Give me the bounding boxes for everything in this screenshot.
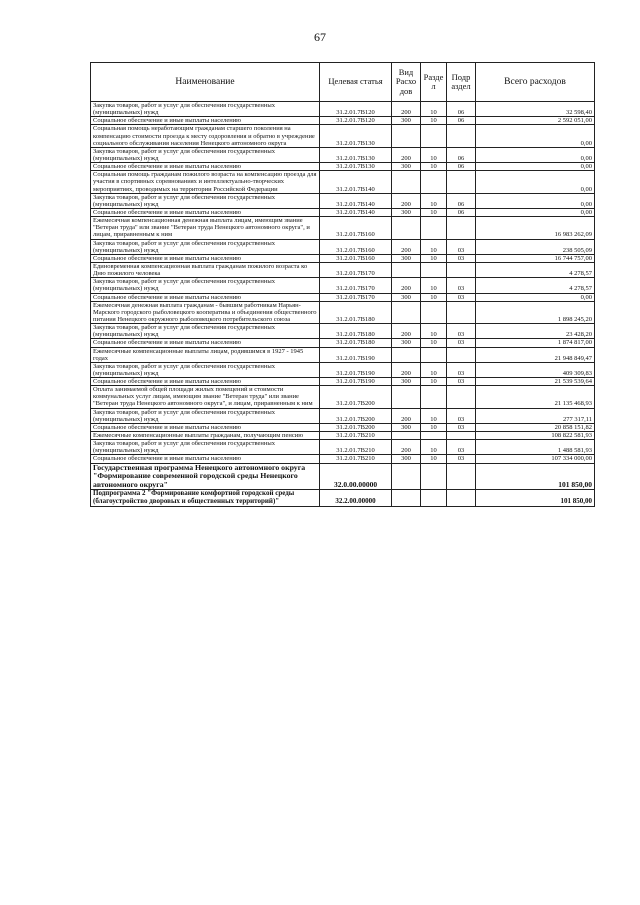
cell-total: 0,00 bbox=[476, 193, 595, 208]
cell-subsection: 03 bbox=[447, 362, 476, 377]
cell-type: 300 bbox=[392, 293, 421, 301]
cell-section: 10 bbox=[421, 254, 447, 262]
table-row bbox=[91, 147, 595, 162]
cell-code: 31.2.01.7В190 bbox=[320, 347, 392, 362]
table-row bbox=[91, 125, 595, 147]
table-row bbox=[91, 293, 595, 301]
cell-type: 300 bbox=[392, 339, 421, 347]
cell-name: Закупка товаров, работ и услуг для обеспечения государственных (муниципальных) нужд bbox=[91, 362, 320, 377]
cell-subsection bbox=[447, 262, 476, 277]
cell-name: Закупка товаров, работ и услуг для обеспечения государственных (муниципальных) нужд bbox=[91, 102, 320, 117]
table-row bbox=[91, 432, 595, 440]
table-row bbox=[91, 239, 595, 254]
cell-code: 31.2.01.7В210 bbox=[320, 440, 392, 455]
cell-code: 31.2.01.7В120 bbox=[320, 102, 392, 117]
cell-section bbox=[421, 125, 447, 147]
cell-type bbox=[392, 463, 421, 490]
cell-type: 200 bbox=[392, 408, 421, 423]
cell-total: 0,00 bbox=[476, 163, 595, 171]
cell-subsection bbox=[447, 490, 476, 506]
header-type: Вид Расхо дов bbox=[392, 63, 421, 102]
cell-subsection: 03 bbox=[447, 239, 476, 254]
cell-subsection: 03 bbox=[447, 254, 476, 262]
cell-subsection: 06 bbox=[447, 147, 476, 162]
cell-subsection: 06 bbox=[447, 102, 476, 117]
cell-type: 200 bbox=[392, 362, 421, 377]
table-row bbox=[91, 102, 595, 117]
cell-subsection: 06 bbox=[447, 208, 476, 216]
cell-total: 0,00 bbox=[476, 208, 595, 216]
cell-type bbox=[392, 386, 421, 408]
cell-code: 31.2.01.7В190 bbox=[320, 378, 392, 386]
cell-type bbox=[392, 125, 421, 147]
cell-name: Социальное обеспечение и иные выплаты населению bbox=[91, 378, 320, 386]
cell-subsection: 03 bbox=[447, 278, 476, 293]
cell-code: 32.0.00.00000 bbox=[320, 463, 392, 490]
cell-type: 300 bbox=[392, 208, 421, 216]
cell-type: 300 bbox=[392, 378, 421, 386]
cell-section: 10 bbox=[421, 163, 447, 171]
cell-section: 10 bbox=[421, 440, 447, 455]
cell-type bbox=[392, 490, 421, 506]
cell-name: Социальная помощь гражданам пожилого возраста на компенсацию проезда для участия в спортивных соревнованиях и интеллектуально-творческих мероприятиях, проводимых на территории Российской Федерации bbox=[91, 171, 320, 193]
cell-section: 10 bbox=[421, 147, 447, 162]
cell-section: 10 bbox=[421, 362, 447, 377]
cell-type bbox=[392, 171, 421, 193]
table-row bbox=[91, 440, 595, 455]
header-code: Целевая статья bbox=[320, 63, 392, 102]
cell-code: 31.2.01.7В180 bbox=[320, 301, 392, 323]
table-row bbox=[91, 347, 595, 362]
cell-name: Социальное обеспечение и иные выплаты населению bbox=[91, 423, 320, 431]
cell-subsection: 03 bbox=[447, 339, 476, 347]
table-row bbox=[91, 254, 595, 262]
cell-subsection: 06 bbox=[447, 193, 476, 208]
cell-type bbox=[392, 347, 421, 362]
cell-type: 200 bbox=[392, 239, 421, 254]
cell-total: 1 874 817,00 bbox=[476, 339, 595, 347]
cell-section: 10 bbox=[421, 455, 447, 463]
cell-section: 10 bbox=[421, 339, 447, 347]
cell-name: Закупка товаров, работ и услуг для обеспечения государственных (муниципальных) нужд bbox=[91, 440, 320, 455]
cell-name: Социальное обеспечение и иные выплаты населению bbox=[91, 254, 320, 262]
cell-subsection bbox=[447, 171, 476, 193]
cell-type: 300 bbox=[392, 254, 421, 262]
cell-total: 4 278,57 bbox=[476, 262, 595, 277]
cell-section bbox=[421, 432, 447, 440]
cell-total: 32 598,40 bbox=[476, 102, 595, 117]
cell-subsection bbox=[447, 347, 476, 362]
cell-section: 10 bbox=[421, 378, 447, 386]
cell-subsection: 03 bbox=[447, 378, 476, 386]
cell-type: 200 bbox=[392, 440, 421, 455]
table-row bbox=[91, 408, 595, 423]
cell-name: Закупка товаров, работ и услуг для обеспечения государственных (муниципальных) нужд bbox=[91, 278, 320, 293]
cell-section: 10 bbox=[421, 408, 447, 423]
cell-total: 107 334 000,00 bbox=[476, 455, 595, 463]
cell-subsection bbox=[447, 463, 476, 490]
table-row bbox=[91, 117, 595, 125]
table-row bbox=[91, 301, 595, 323]
cell-subsection bbox=[447, 301, 476, 323]
cell-total: 21 135 468,93 bbox=[476, 386, 595, 408]
cell-type: 200 bbox=[392, 147, 421, 162]
table-row bbox=[91, 278, 595, 293]
cell-section bbox=[421, 347, 447, 362]
cell-name: Социальная помощь неработающим гражданам старшего поколения на компенсацию стоимости проезда к месту оздоровления и обратно в учреждение социального обслуживания населения Ненецкого автономного округа bbox=[91, 125, 320, 147]
cell-code: 31.2.01.7В170 bbox=[320, 293, 392, 301]
table-row bbox=[91, 217, 595, 239]
cell-section: 10 bbox=[421, 423, 447, 431]
table-row bbox=[91, 378, 595, 386]
cell-code: 31.2.01.7В170 bbox=[320, 262, 392, 277]
cell-name: Подпрограмма 2 "Формирование комфортной городской среды (благоустройство дворовых и общественных территорий)" bbox=[91, 490, 320, 506]
cell-type bbox=[392, 262, 421, 277]
cell-section: 10 bbox=[421, 239, 447, 254]
table-row bbox=[91, 193, 595, 208]
cell-name: Ежемесячные компенсационные выплаты гражданам, получающим пенсию bbox=[91, 432, 320, 440]
cell-total: 101 850,00 bbox=[476, 463, 595, 490]
cell-type: 300 bbox=[392, 455, 421, 463]
budget-table bbox=[90, 62, 595, 507]
cell-code: 31.2.01.7В210 bbox=[320, 455, 392, 463]
cell-name: Закупка товаров, работ и услуг для обеспечения государственных (муниципальных) нужд bbox=[91, 147, 320, 162]
cell-total: 0,00 bbox=[476, 147, 595, 162]
cell-section: 10 bbox=[421, 193, 447, 208]
header-subsection: Подр аздел bbox=[447, 63, 476, 102]
cell-subsection bbox=[447, 386, 476, 408]
cell-subsection: 06 bbox=[447, 117, 476, 125]
cell-code: 31.2.01.7В180 bbox=[320, 324, 392, 339]
header-total: Всего расходов bbox=[476, 63, 595, 102]
cell-name: Закупка товаров, работ и услуг для обеспечения государственных (муниципальных) нужд bbox=[91, 324, 320, 339]
cell-section: 10 bbox=[421, 208, 447, 216]
table-row bbox=[91, 386, 595, 408]
table-row bbox=[91, 171, 595, 193]
cell-code: 31.2.01.7В130 bbox=[320, 163, 392, 171]
cell-type: 200 bbox=[392, 278, 421, 293]
cell-total: 277 317,11 bbox=[476, 408, 595, 423]
cell-code: 31.2.01.7В140 bbox=[320, 171, 392, 193]
cell-code: 31.2.01.7В180 bbox=[320, 339, 392, 347]
cell-section bbox=[421, 262, 447, 277]
cell-name: Государственная программа Ненецкого автономного округа "Формирование современной городской среды Ненецкого автономного округа" bbox=[91, 463, 320, 490]
cell-section bbox=[421, 463, 447, 490]
cell-section: 10 bbox=[421, 102, 447, 117]
cell-subsection: 03 bbox=[447, 293, 476, 301]
cell-type: 300 bbox=[392, 163, 421, 171]
table-row bbox=[91, 423, 595, 431]
cell-code: 31.2.01.7В200 bbox=[320, 423, 392, 431]
cell-subsection bbox=[447, 432, 476, 440]
cell-code: 31.2.01.7В160 bbox=[320, 239, 392, 254]
cell-subsection bbox=[447, 125, 476, 147]
cell-type: 300 bbox=[392, 423, 421, 431]
cell-subsection: 06 bbox=[447, 163, 476, 171]
cell-name: Единовременная компенсационная выплата гражданам пожилого возраста ко Дню пожилого человека bbox=[91, 262, 320, 277]
table-header-row bbox=[91, 63, 595, 102]
page-number: 67 bbox=[314, 30, 326, 44]
cell-name: Ежемесячная компенсационная денежная выплата лицам, имеющим звание "Ветеран труда" или звание "Ветеран труда Ненецкого автономного округа", и лицам, приравненным к ним bbox=[91, 217, 320, 239]
cell-total: 108 822 581,93 bbox=[476, 432, 595, 440]
cell-type: 200 bbox=[392, 102, 421, 117]
header-name: Наименование bbox=[91, 63, 320, 102]
cell-total: 23 428,20 bbox=[476, 324, 595, 339]
cell-total: 1 488 581,93 bbox=[476, 440, 595, 455]
cell-total: 20 858 151,82 bbox=[476, 423, 595, 431]
cell-section bbox=[421, 386, 447, 408]
table-row bbox=[91, 455, 595, 463]
cell-code: 31.2.01.7В160 bbox=[320, 254, 392, 262]
cell-subsection: 03 bbox=[447, 440, 476, 455]
cell-section bbox=[421, 490, 447, 506]
cell-total: 16 744 757,00 bbox=[476, 254, 595, 262]
cell-total: 21 948 849,47 bbox=[476, 347, 595, 362]
cell-type: 200 bbox=[392, 193, 421, 208]
cell-total: 0,00 bbox=[476, 293, 595, 301]
cell-code: 31.2.01.7В210 bbox=[320, 432, 392, 440]
cell-name: Закупка товаров, работ и услуг для обеспечения государственных (муниципальных) нужд bbox=[91, 239, 320, 254]
cell-total: 409 309,83 bbox=[476, 362, 595, 377]
cell-total: 2 592 051,00 bbox=[476, 117, 595, 125]
cell-name: Социальное обеспечение и иные выплаты населению bbox=[91, 293, 320, 301]
cell-section bbox=[421, 171, 447, 193]
cell-section: 10 bbox=[421, 117, 447, 125]
cell-name: Социальное обеспечение и иные выплаты населению bbox=[91, 117, 320, 125]
cell-name: Закупка товаров, работ и услуг для обеспечения государственных (муниципальных) нужд bbox=[91, 193, 320, 208]
cell-name: Ежемесячные компенсационные выплаты лицам, родившимся в 1927 - 1945 годах bbox=[91, 347, 320, 362]
table-row bbox=[91, 339, 595, 347]
cell-section: 10 bbox=[421, 324, 447, 339]
cell-code: 31.2.01.7В140 bbox=[320, 193, 392, 208]
cell-name: Социальное обеспечение и иные выплаты населению bbox=[91, 339, 320, 347]
cell-name: Ежемесячная денежная выплата гражданам - бывшим работникам Нарьян-Марского городского рыболовецкого кооператива и объединения общественного питания Ненецкого окружного рыболовецкого потребительского союза bbox=[91, 301, 320, 323]
cell-subsection: 03 bbox=[447, 324, 476, 339]
table-row bbox=[91, 324, 595, 339]
cell-section bbox=[421, 217, 447, 239]
cell-subsection: 03 bbox=[447, 455, 476, 463]
cell-total: 0,00 bbox=[476, 171, 595, 193]
cell-name: Закупка товаров, работ и услуг для обеспечения государственных (муниципальных) нужд bbox=[91, 408, 320, 423]
cell-total: 238 505,09 bbox=[476, 239, 595, 254]
cell-section: 10 bbox=[421, 293, 447, 301]
cell-total: 21 539 539,64 bbox=[476, 378, 595, 386]
table-row bbox=[91, 463, 595, 490]
cell-name: Социальное обеспечение и иные выплаты населению bbox=[91, 163, 320, 171]
table-row bbox=[91, 490, 595, 506]
cell-code: 31.2.01.7В120 bbox=[320, 117, 392, 125]
cell-section: 10 bbox=[421, 278, 447, 293]
cell-type bbox=[392, 432, 421, 440]
cell-type: 300 bbox=[392, 117, 421, 125]
table-row bbox=[91, 163, 595, 171]
cell-total: 1 898 245,20 bbox=[476, 301, 595, 323]
cell-code: 31.2.01.7В160 bbox=[320, 217, 392, 239]
cell-code: 32.2.00.00000 bbox=[320, 490, 392, 506]
cell-total: 0,00 bbox=[476, 125, 595, 147]
cell-section bbox=[421, 301, 447, 323]
cell-total: 4 278,57 bbox=[476, 278, 595, 293]
cell-subsection: 03 bbox=[447, 423, 476, 431]
cell-type bbox=[392, 301, 421, 323]
cell-name: Оплата занимаемой общей площади жилых помещений и стоимости коммунальных услуг лицам, имеющим звание "Ветеран труда" или звание "Ветеран труда Ненецкого автономного округа", и лицам, приравненным к ним bbox=[91, 386, 320, 408]
cell-total: 16 983 262,09 bbox=[476, 217, 595, 239]
cell-code: 31.2.01.7В130 bbox=[320, 147, 392, 162]
cell-type bbox=[392, 217, 421, 239]
cell-code: 31.2.01.7В170 bbox=[320, 278, 392, 293]
cell-subsection bbox=[447, 217, 476, 239]
cell-type: 200 bbox=[392, 324, 421, 339]
cell-name: Социальное обеспечение и иные выплаты населению bbox=[91, 208, 320, 216]
cell-code: 31.2.01.7В200 bbox=[320, 386, 392, 408]
header-section: Разде л bbox=[421, 63, 447, 102]
cell-subsection: 03 bbox=[447, 408, 476, 423]
cell-total: 101 850,00 bbox=[476, 490, 595, 506]
cell-code: 31.2.01.7В130 bbox=[320, 125, 392, 147]
cell-code: 31.2.01.7В190 bbox=[320, 362, 392, 377]
table-row bbox=[91, 362, 595, 377]
table-row bbox=[91, 208, 595, 216]
cell-code: 31.2.01.7В200 bbox=[320, 408, 392, 423]
cell-name: Социальное обеспечение и иные выплаты населению bbox=[91, 455, 320, 463]
cell-code: 31.2.01.7В140 bbox=[320, 208, 392, 216]
table-row bbox=[91, 262, 595, 277]
